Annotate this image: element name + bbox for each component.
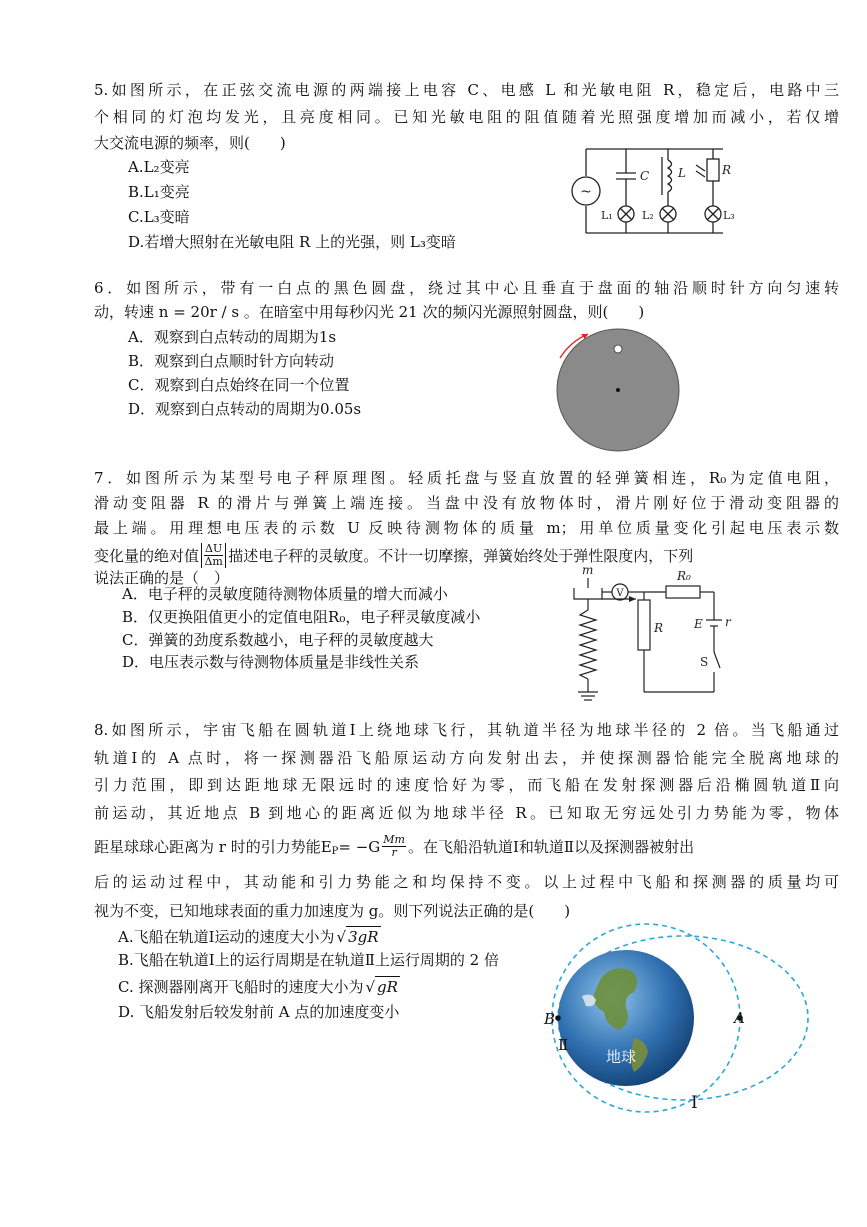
switch-label: S <box>700 655 709 669</box>
q5-line-2: 个相同的灯泡均发光，且亮度相同。已知光敏电阻的阻值随着光照强度增加而减小，若仅增 <box>94 108 839 126</box>
white-dot <box>614 345 622 353</box>
fraction-numerator: ΔU <box>205 542 223 555</box>
internal-resistance-label: r <box>725 615 731 629</box>
q7-line-4-end: 描述电子秤的灵敏度。不计一切摩擦，弹簧始终处于弹性限度内，下列 <box>228 546 694 565</box>
ac-source-label: ~ <box>580 184 592 200</box>
photoresistor-label: R <box>722 163 732 177</box>
q6-disk-figure <box>550 324 690 454</box>
sqrt-icon: √ <box>336 927 347 946</box>
emf-label: E <box>694 617 703 631</box>
q7-line-2: 滑动变阻器 R 的滑片与弹簧上端连接。当盘中没有放物体时，滑片刚好位于滑动变阻器的 <box>94 494 839 512</box>
q8-line-5-mid: = −G <box>338 837 381 856</box>
q7-option-a: A．电子秤的灵敏度随待测物体质量的增大而减小 <box>122 585 448 603</box>
q5-option-c: C.L₃变暗 <box>128 208 190 226</box>
q8-line-4: 前运动，其近地点 B 到地心的距离近似为地球半径 R。已知取无穷远处引力势能为零，物体 <box>94 804 839 822</box>
q7-line-4-start: 变化量的绝对值 <box>94 546 200 565</box>
q8-option-a <box>118 926 381 947</box>
fraction-denominator: r <box>391 846 397 859</box>
q5-circuit-figure <box>568 143 740 240</box>
q8-option-c-text: C. 探测器刚离开飞船时的速度大小为 <box>118 977 364 996</box>
sqrt-icon: √ <box>365 977 376 996</box>
label-orbit-2: Ⅱ <box>558 1036 569 1054</box>
q7-option-c: C．弹簧的劲度系数越小，电子秤的灵敏度越大 <box>122 631 434 649</box>
q7-option-b: B．仅更换阻值更小的定值电阻R₀，电子秤灵敏度减小 <box>122 608 481 626</box>
q8-orbit-figure <box>544 920 753 1120</box>
q8-line-5 <box>94 834 694 859</box>
q5-line-3: 大交流电源的频率，则( ) <box>94 134 286 152</box>
mass-label: m <box>582 563 594 577</box>
fraction-numerator: Mm <box>383 833 405 846</box>
q8-line-1: 8.如图所示，宇宙飞船在圆轨道Ⅰ上绕地球飞行，其轨道半径为地球半径的 2 倍。当飞船通过 <box>94 721 839 739</box>
q6-option-c: C．观察到白点始终在同一个位置 <box>128 376 350 394</box>
point-b <box>555 1015 561 1021</box>
lamp-l1-label: L₁ <box>601 209 613 222</box>
q8-line-6: 后的运动过程中，其动能和引力势能之和均保持不变。以上过程中飞船和探测器的质量均可 <box>94 873 839 891</box>
inductor-label: L <box>678 166 686 180</box>
q8-option-c-radicand: gR <box>377 978 398 996</box>
q7-option-d: D．电压表示数与待测物体质量是非线性关系 <box>122 653 420 671</box>
q6-option-a: A．观察到白点转动的周期为1s <box>128 328 337 346</box>
potential-fraction <box>382 834 406 859</box>
q7-line-3: 最上端。用理想电压表的示数 U 反映待测物体的质量 m；用单位质量变化引起电压表示数 <box>94 519 839 537</box>
earth-label: 地球 <box>606 1048 637 1066</box>
q6-option-d: D．观察到白点转动的周期为0.05s <box>128 400 362 418</box>
q8-option-a-text: A.飞船在轨道Ⅰ运动的速度大小为 <box>118 927 335 946</box>
lamp-l3-label: L₃ <box>723 209 735 222</box>
label-b: B <box>544 1010 556 1028</box>
q5-option-b: B.L₁变亮 <box>128 183 190 201</box>
q8-option-c <box>118 976 400 997</box>
q6-line-1: 6．如图所示，带有一白点的黑色圆盘，绕过其中心且垂直于盘面的轴沿顺时针方向匀速转 <box>94 279 839 297</box>
q8-option-a-radicand: 3gR <box>348 928 379 946</box>
q8-option-d: D. 飞船发射后较发射前 A 点的加速度变小 <box>118 1003 400 1021</box>
q8-line-7: 视为不变，已知地球表面的重力加速度为 g。则下列说法正确的是( ) <box>94 902 571 920</box>
q8-line-5-start: 距星球球心距离为 r 时的引力势能E <box>94 837 332 856</box>
q5-line-1: 5.如图所示，在正弦交流电源的两端接上电容 C、电感 L 和光敏电阻 R，稳定后，电路中三 <box>94 81 839 99</box>
r0-label: R₀ <box>677 569 691 583</box>
q8-line-3: 引力范围，即到达距地球无限远时的速度恰好为零，而飞船在发射探测器后沿椭圆轨道Ⅱ向 <box>94 776 839 794</box>
q5-option-d: D.若增大照射在光敏电阻 R 上的光强，则 L₃变暗 <box>128 233 456 251</box>
label-a: A <box>734 1009 745 1027</box>
q8-line-5-end: 。在飞船沿轨道Ⅰ和轨道Ⅱ以及探测器被射出 <box>408 837 695 856</box>
q6-line-2: 动，转速 n = 20r / s 。在暗室中用每秒闪光 21 次的频闪光源照射圆盘，则( ) <box>94 303 645 321</box>
sensitivity-fraction <box>204 543 223 568</box>
rheostat-label: R <box>654 621 664 635</box>
q5-option-a: A.L₂变亮 <box>128 158 190 176</box>
potential-subscript: P <box>331 845 339 857</box>
q7-line-5: 说法正确的是（ ） <box>94 569 230 587</box>
fraction-denominator: Δm <box>204 555 223 568</box>
q7-scale-circuit-figure <box>562 562 731 710</box>
q7-line-1: 7．如图所示为某型号电子秤原理图。轻质托盘与竖直放置的轻弹簧相连，R₀为定值电阻， <box>94 469 839 487</box>
capacitor-label: C <box>640 169 650 183</box>
disk-center <box>616 388 620 392</box>
label-orbit-1: Ⅰ <box>691 1093 698 1113</box>
lamp-l2-label: L₂ <box>642 209 654 222</box>
voltmeter-label: V <box>616 588 624 599</box>
q8-line-2: 轨道Ⅰ的 A 点时，将一探测器沿飞船原运动方向发射出去，并使探测器恰能完全脱离地球的 <box>94 749 839 767</box>
abs-bars <box>201 543 226 568</box>
q8-option-b: B.飞船在轨道Ⅰ上的运行周期是在轨道Ⅱ上运行周期的 2 倍 <box>118 951 499 969</box>
q6-option-b: B．观察到白点顺时针方向转动 <box>128 352 335 370</box>
